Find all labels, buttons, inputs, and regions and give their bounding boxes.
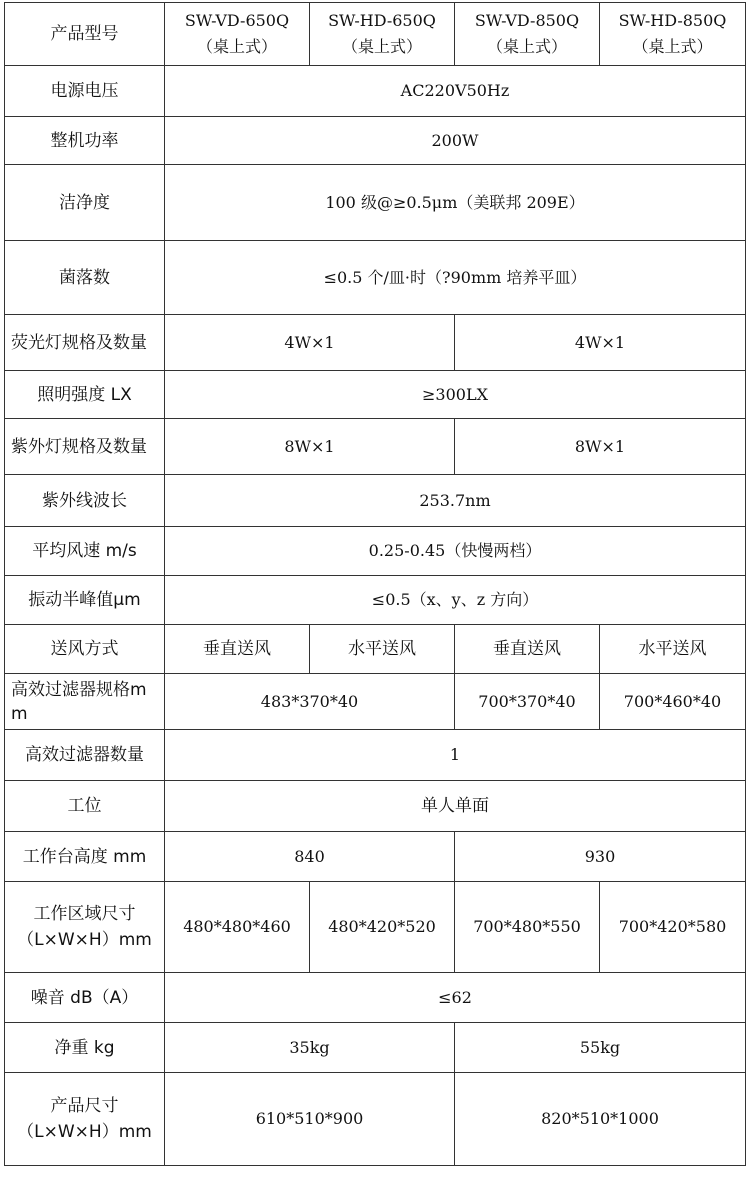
net-weight-value-650: 35kg [165,1023,455,1073]
colonies-value: ≤0.5 个/皿·时（?90mm 培养平皿） [165,241,746,315]
work-area-value: 480*480*460 [165,882,310,973]
noise-value: ≤62 [165,973,746,1023]
row-noise [5,973,746,1023]
work-area-value: 700*480*550 [455,882,600,973]
model-name: SW-HD-650Q [328,11,436,30]
work-area-value: 480*420*520 [310,882,455,973]
model-cell [310,3,455,66]
row-vibration [5,576,746,625]
model-cell [600,3,746,66]
cleanliness-label: 洁净度 [5,165,165,241]
air-supply-label: 送风方式 [5,625,165,674]
product-size-value-650: 610*510*900 [165,1073,455,1166]
product-size-label-line2: （L×W×H）mm [17,1122,152,1142]
filter-spec-value-650: 483*370*40 [165,674,455,730]
product-size-label [5,1073,165,1166]
row-filter-spec [5,674,746,730]
fluorescent-value-650: 4W×1 [165,315,455,371]
filter-spec-value-hd850: 700*460*40 [600,674,746,730]
model-name: SW-VD-850Q [474,11,580,30]
model-cell [165,3,310,66]
voltage-value: AC220V50Hz [165,66,746,117]
fluorescent-label: 荧光灯规格及数量 [5,315,165,371]
row-air-supply [5,625,746,674]
uv-lamp-value-850: 8W×1 [455,419,746,475]
row-power [5,117,746,165]
row-model [5,3,746,66]
row-net-weight [5,1023,746,1073]
row-table-height [5,832,746,882]
work-area-label-line2: （L×W×H）mm [17,930,152,950]
uv-wavelength-label: 紫外线波长 [5,475,165,527]
row-uv-lamp [5,419,746,475]
colonies-label: 菌落数 [5,241,165,315]
model-type: （桌上式） [632,37,713,56]
wind-speed-label: 平均风速 m/s [5,527,165,576]
uv-wavelength-value: 253.7nm [165,475,746,527]
filter-qty-value: 1 [165,730,746,781]
voltage-label: 电源电压 [5,66,165,117]
wind-speed-value: 0.25-0.45（快慢两档） [165,527,746,576]
row-wind-speed [5,527,746,576]
product-size-value-850: 820*510*1000 [455,1073,746,1166]
air-supply-value: 垂直送风 [165,625,310,674]
row-cleanliness [5,165,746,241]
spec-table [4,2,746,1166]
model-name: SW-VD-650Q [184,11,290,30]
vibration-value: ≤0.5（x、y、z 方向） [165,576,746,625]
station-label: 工位 [5,781,165,832]
air-supply-value: 垂直送风 [455,625,600,674]
row-fluorescent [5,315,746,371]
net-weight-label: 净重 kg [5,1023,165,1073]
illumination-value: ≥300LX [165,371,746,419]
air-supply-value: 水平送风 [600,625,746,674]
row-station [5,781,746,832]
uv-lamp-value-650: 8W×1 [165,419,455,475]
model-label: 产品型号 [5,3,165,66]
row-product-size [5,1073,746,1166]
model-type: （桌上式） [196,37,277,56]
row-voltage [5,66,746,117]
air-supply-value: 水平送风 [310,625,455,674]
vibration-label: 振动半峰值μm [5,576,165,625]
model-cell [455,3,600,66]
table-height-value-650: 840 [165,832,455,882]
row-filter-qty [5,730,746,781]
row-work-area [5,882,746,973]
model-type: （桌上式） [341,37,422,56]
product-size-label-line1: 产品尺寸 [50,1096,119,1116]
uv-lamp-label: 紫外灯规格及数量 [5,419,165,475]
table-height-label: 工作台高度 mm [5,832,165,882]
row-colonies [5,241,746,315]
row-uv-wavelength [5,475,746,527]
net-weight-value-850: 55kg [455,1023,746,1073]
station-value: 单人单面 [165,781,746,832]
cleanliness-value: 100 级@≥0.5μm（美联邦 209E） [165,165,746,241]
work-area-label [5,882,165,973]
illumination-label: 照明强度 LX [5,371,165,419]
fluorescent-value-850: 4W×1 [455,315,746,371]
model-name: SW-HD-850Q [618,11,727,30]
filter-spec-value-vd850: 700*370*40 [455,674,600,730]
table-height-value-850: 930 [455,832,746,882]
power-label: 整机功率 [5,117,165,165]
model-type: （桌上式） [486,37,567,56]
noise-label: 噪音 dB（A） [5,973,165,1023]
row-illumination [5,371,746,419]
work-area-value: 700*420*580 [600,882,746,973]
work-area-label-line1: 工作区域尺寸 [33,904,136,924]
filter-spec-label: 高效过滤器规格mm [5,674,165,730]
filter-qty-label: 高效过滤器数量 [5,730,165,781]
power-value: 200W [165,117,746,165]
